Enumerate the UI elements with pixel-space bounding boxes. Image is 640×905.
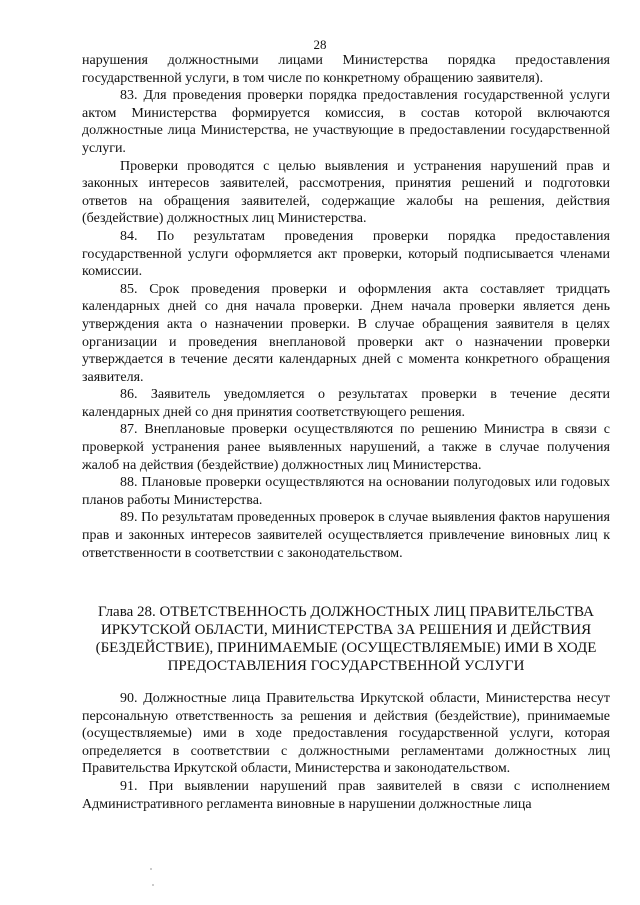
page-number: 28: [313, 37, 327, 52]
paragraph-continuation: нарушения должностными лицами Министерства порядка предоставления государственной услуги, в том числе по конкретному обращению заявителя).: [82, 53, 610, 86]
paragraph-83: 83. Для проведения проверки порядка предоставления государственной услуги актом Министерства формируется комиссия, в состав которой включаются должностные лица Министерства, не участвующие в предоставлении государственной услуги.: [82, 88, 610, 156]
paragraph-84: 84. По результатам проведения проверки порядка предоставления государственной услуги оформляется акт проверки, который подписывается членами комиссии.: [82, 228, 610, 280]
top-text-block: [82, 52, 610, 562]
paragraph-91: 91. При выявлении нарушений прав заявителей в связи с исполнением Административного регламента виновные в нарушении должностные лица: [82, 778, 610, 812]
chapter-heading: [82, 603, 610, 675]
paragraph-86: 86. Заявитель уведомляется о результатах проверки в течение десяти календарных дней со дня принятия соответствующего решения.: [82, 387, 610, 420]
chapter-heading-line: (БЕЗДЕЙСТВИЕ), ПРИНИМАЕМЫЕ (ОСУЩЕСТВЛЯЕМЫЕ) ИМИ В ХОДЕ: [95, 640, 597, 656]
paragraph-90: 90. Должностные лица Правительства Иркутской области, Министерства несут персональную ответственность за решения и действия (бездействие), принимаемые (осуществляемые) ими в ходе предоставления государственной услуги, которая определяется в соответствии с должностными регламентами должностных лиц Правительства Иркутской области, Министерства и законодательством.: [82, 691, 610, 777]
paragraph-83-checks: Проверки проводятся с целью выявления и устранения нарушений прав и законных интересов заявителей, рассмотрения, принятия решений и подготовки ответов на обращения заявителей, содержащие жалобы на решения, действия (бездействие) должностных лиц Министерства.: [82, 158, 610, 227]
chapter-heading-line: Глава 28. ОТВЕТСТВЕННОСТЬ ДОЛЖНОСТНЫХ ЛИЦ ПРАВИТЕЛЬСТВА: [98, 604, 594, 620]
bottom-text-block: [82, 690, 610, 813]
scan-speck: [152, 884, 154, 886]
paragraph-89: 89. По результатам проведенных проверок в случае выявления фактов нарушения прав и законных интересов заявителей осуществляется привлечение виновных лиц к ответственности в соответствии с законодательством.: [82, 510, 610, 561]
paragraph-88: 88. Плановые проверки осуществляются на основании полугодовых или годовых планов работы Министерства.: [82, 475, 610, 508]
paragraph-87: 87. Внеплановые проверки осуществляются по решению Министра в связи с проверкой устранения ранее выявленных нарушений, а также в случае получения жалоб на действия (бездействие) должностных лиц Министерства.: [82, 422, 610, 473]
chapter-heading-line: ПРЕДОСТАВЛЕНИЯ ГОСУДАРСТВЕННОЙ УСЛУГИ: [167, 658, 525, 674]
chapter-heading-line: ИРКУТСКОЙ ОБЛАСТИ, МИНИСТЕРСТВА ЗА РЕШЕНИЯ И ДЕЙСТВИЯ: [100, 622, 592, 638]
scan-speck: [150, 868, 152, 870]
paragraph-85: 85. Срок проведения проверки и оформления акта составляет тридцать календарных дней со дня начала проверки. Днем начала проверки является день утверждения акта о назначении проверки. В случае обращения заявителя в целях организации и проведения внеплановой проверки акт о назначении проверки утверждается в течение десяти календарных дней с момента конкретного обращения заявителя.: [82, 281, 610, 385]
